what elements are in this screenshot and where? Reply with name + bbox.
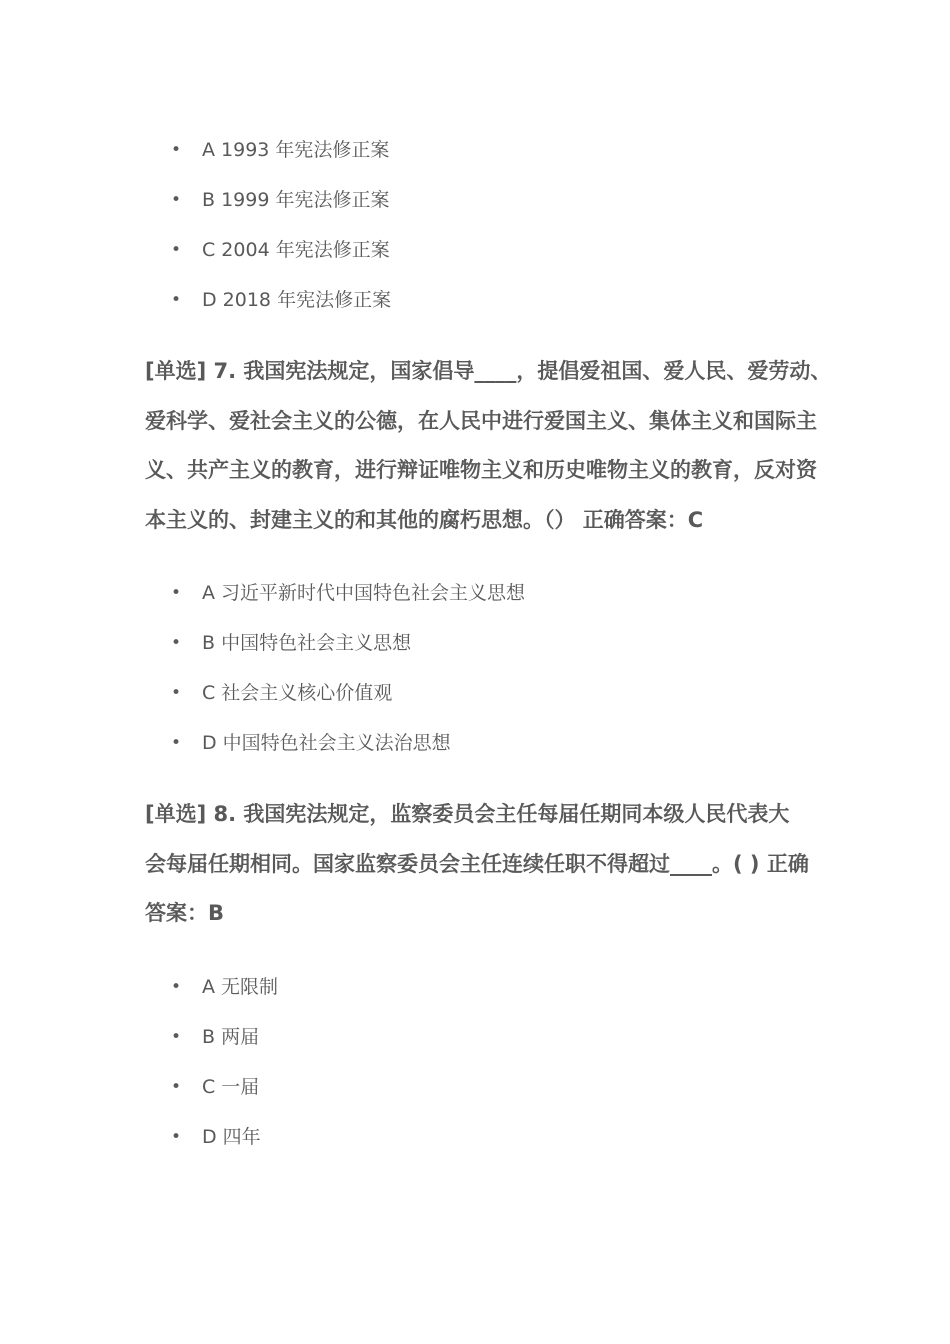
bullet-icon: • <box>171 140 182 160</box>
bullet-icon: • <box>171 290 182 310</box>
question-7-line: [单选] 7. 我国宪法规定，国家倡导____，提倡爱祖国、爱人民、爱劳动、 <box>145 359 832 383</box>
bullet-icon: • <box>171 240 182 260</box>
q7-option-c: C 社会主义核心价值观 <box>202 682 393 704</box>
question-8-line: [单选] 8. 我国宪法规定，监察委员会主任每届任期同本级人民代表大 <box>145 802 790 826</box>
bullet-icon: • <box>171 633 182 653</box>
q8-option-a: A 无限制 <box>202 976 279 998</box>
q6-option-a: A 1993 年宪法修正案 <box>202 139 390 161</box>
bullet-icon: • <box>171 190 182 210</box>
question-7-line: 爱科学、爱社会主义的公德，在人民中进行爱国主义、集体主义和国际主 <box>145 408 817 433</box>
bullet-icon: • <box>171 733 182 753</box>
q8-option-b: B 两届 <box>202 1026 260 1048</box>
bullet-icon: • <box>171 583 182 603</box>
question-8-line: 答案：B <box>145 901 225 925</box>
q6-option-c: C 2004 年宪法修正案 <box>202 239 390 261</box>
q7-option-d: D 中国特色社会主义法治思想 <box>202 732 451 754</box>
q7-option-a: A 习近平新时代中国特色社会主义思想 <box>202 582 526 604</box>
bullet-icon: • <box>171 683 182 703</box>
question-7-text <box>145 347 832 545</box>
bullet-icon: • <box>171 977 182 997</box>
q8-option-d: D 四年 <box>202 1126 261 1148</box>
bullet-icon: • <box>171 1077 182 1097</box>
question-7-line: 本主义的、封建主义的和其他的腐朽思想。（） 正确答案：C <box>145 507 704 532</box>
question-8-text <box>145 790 810 939</box>
bullet-icon: • <box>171 1027 182 1047</box>
q6-option-d: D 2018 年宪法修正案 <box>202 289 392 311</box>
q7-option-b: B 中国特色社会主义思想 <box>202 632 412 654</box>
bullet-icon: • <box>171 1127 182 1147</box>
question-7-line: 义、共产主义的教育，进行辩证唯物主义和历史唯物主义的教育，反对资 <box>145 458 817 482</box>
q6-option-b: B 1999 年宪法修正案 <box>202 189 390 211</box>
q8-option-c: C 一届 <box>202 1076 260 1098</box>
question-8-line: 会每届任期相同。国家监察委员会主任连续任职不得超过____。( ) 正确 <box>145 851 809 876</box>
